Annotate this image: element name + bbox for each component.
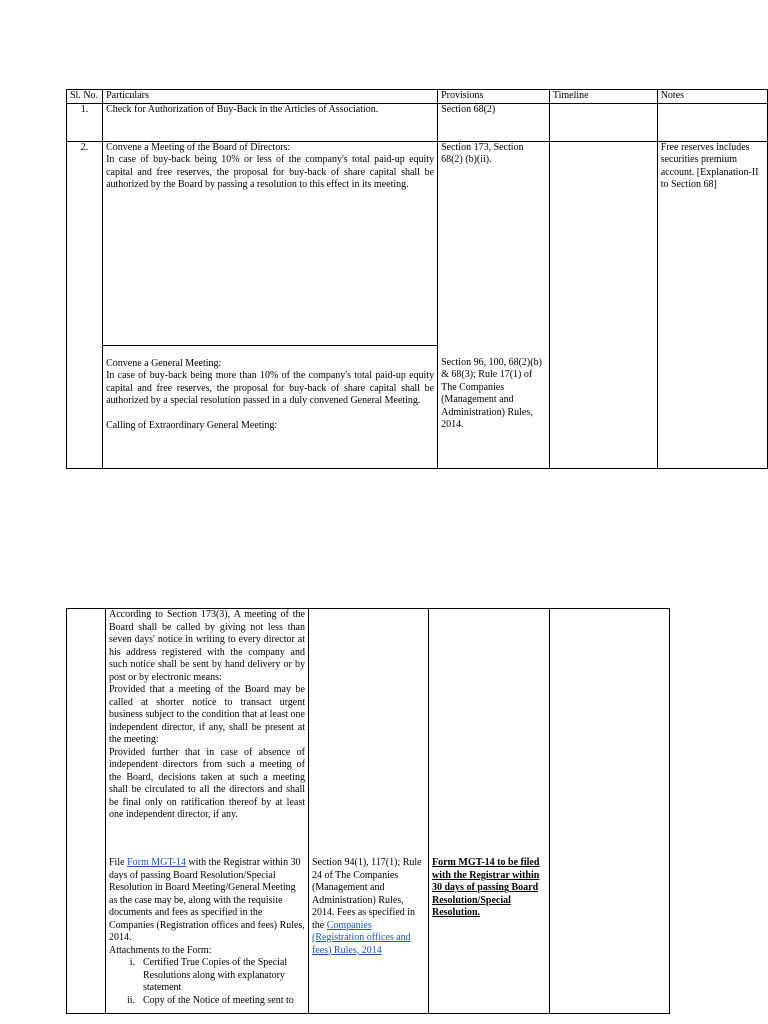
particulars-cell: Check for Authorization of Buy-Back in the Articles of Association. <box>103 103 438 141</box>
table-header-row <box>67 90 768 104</box>
row-number: 1. <box>67 103 103 141</box>
row-number <box>67 609 106 1014</box>
header-particulars: Particulars <box>103 90 438 104</box>
board-meeting-text: In case of buy-back being 10% or less of the company's total paid-up equity capital and free reserves, the proposal for buy-back of share capital shall be authorized by the Board by passing a resolution to this effect in its meeting. <box>106 154 435 190</box>
notes-cell: Free reserves includes securities premium account. [Explanation-II to Section 68] <box>657 141 767 468</box>
board-meeting-title: Convene a Meeting of the Board of Directors: <box>106 141 291 153</box>
buyback-table-top <box>66 89 768 469</box>
timeline-cell <box>549 141 657 468</box>
provisions-cell <box>309 609 429 1014</box>
companies-rules-link[interactable]: Companies (Registration offices and fees) Rules, 2014 <box>312 919 411 956</box>
timeline-cell <box>549 103 657 141</box>
notes-cell <box>550 609 670 1014</box>
header-notes: Notes <box>657 90 767 104</box>
board-provisions: Section 173, Section 68(2) (b)(ii). <box>441 141 524 165</box>
general-meeting-provisions: Section 96, 100, 68(2)(b) & 68(3); Rule 17(1) of The Companies (Management and Administration) Rules, 2014. <box>441 356 542 430</box>
particulars-cell <box>103 141 438 468</box>
general-meeting-text: In case of buy-back being more than 10% of the company's total paid-up equity capital and free reserves, the proposal for buy-back of share capital shall be authorized by a special resolution passed in a duly convened General Meeting. <box>106 370 435 406</box>
form-mgt14-link[interactable]: Form MGT-14 <box>127 857 186 868</box>
board-notice-text: According to Section 173(3), A meeting of the Board shall be called by giving not less than seven days' notice in writing to every director at his address registered with the company and such notice shall be sent by hand delivery or by post or by electronic means: <box>109 609 305 683</box>
mgt14-provisions: Section 94(1), 117(1); Rule 24 of The Companies (Management and Administration) Rules, 2014. Fees as specified in the Companies (Registration offices and fees) Rules, 2014 <box>312 857 422 956</box>
general-meeting-title: Convene a General Meeting: <box>106 357 222 369</box>
mgt14-filing-text: File Form MGT-14 with the Registrar within 30 days of passing Board Resolution/Special Resolution in Board Meeting/General Meeting as the case may be, along with the requisite documents and fees as specified in the Companies (Registration offices and fees) Rules, 2014. <box>109 857 305 943</box>
section-divider <box>103 345 437 346</box>
header-timeline: Timeline <box>549 90 657 104</box>
buyback-table-continued <box>66 608 670 1014</box>
table-row <box>67 609 670 1014</box>
notes-cell <box>657 103 767 141</box>
shorter-notice-proviso: Provided that a meeting of the Board may be called at shorter notice to transact urgent business subject to the condition that at least one independent director, if any, shall be present at the meeting: <box>109 684 305 745</box>
header-sl-no: Sl. No. <box>67 90 103 104</box>
table-row <box>67 141 768 468</box>
header-provisions: Provisions <box>438 90 550 104</box>
timeline-cell <box>429 609 550 1014</box>
attachments-list <box>109 957 305 1007</box>
table-row <box>67 103 768 141</box>
attachments-title: Attachments to the Form: <box>109 944 212 956</box>
mgt14-timeline: Form MGT-14 to be filed with the Registrar within 30 days of passing Board Resolution/Special Resolution. <box>432 857 540 918</box>
row-number: 2. <box>67 141 103 468</box>
provisions-cell: Section 68(2) <box>438 103 550 141</box>
list-item: ii. Copy of the Notice of meeting sent to <box>126 994 294 1006</box>
list-item: i. Certified True Copies of the Special Resolutions along with explanatory statement <box>129 957 288 993</box>
provisions-cell <box>438 141 550 468</box>
particulars-cell <box>106 609 309 1014</box>
egm-title: Calling of Extraordinary General Meeting: <box>106 419 278 431</box>
independent-director-proviso: Provided further that in case of absence of independent directors from such a meeting of the Board, decisions taken at such a meeting shall be circulated to all the directors and shall be final only on ratification thereof by at least one independent director, if any. <box>109 746 305 820</box>
